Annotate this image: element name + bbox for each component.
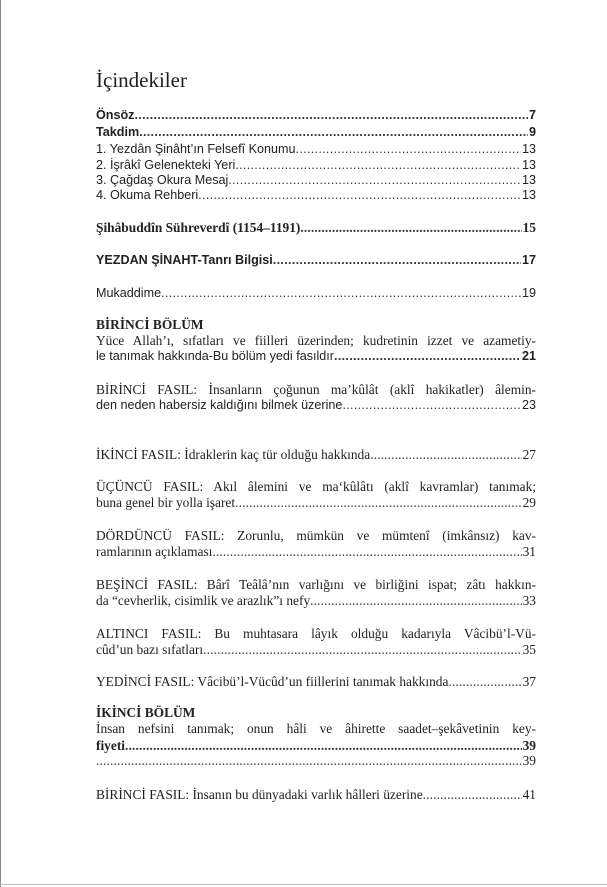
dot-leader: [370, 446, 521, 463]
toc-entry-birinci-fasil[interactable]: [96, 397, 536, 414]
dot-leader: [139, 124, 528, 141]
toc-page-number: 31: [522, 544, 536, 559]
toc-entry-text: fiyeti: [96, 738, 125, 753]
toc-entry-dorduncu-fasil[interactable]: [96, 543, 536, 560]
page-bottom-edge: [0, 884, 607, 885]
toc-page-number: 13: [521, 173, 536, 187]
toc-entry-takdim[interactable]: [96, 124, 536, 141]
dot-leader: [96, 752, 522, 769]
toc-entry-text: YEDİNCİ FASIL: Vâcibü’l-Vücûd’un fiillerini tanımak hakkında: [96, 674, 449, 689]
toc-entry-birinci-bolum[interactable]: [96, 348, 536, 365]
toc-entry-text: İKİNCİ FASIL: İdraklerin kaç tür olduğu hakkında: [96, 447, 371, 462]
dot-leader: [212, 543, 521, 560]
toc-entry-text: Şihâbuddîn Sühreverdî (1154–1191): [96, 220, 301, 235]
toc-page-number: 39: [522, 738, 536, 753]
toc-entry-text: 2. İşrâkî Gelenekteki Yeri: [96, 158, 236, 172]
toc-entry-text: cûd’un bazı sıfatları: [96, 642, 204, 657]
toc-entry-onsoz[interactable]: [96, 107, 536, 124]
toc-page-number: 23: [521, 398, 536, 412]
toc-entry-text: YEZDAN ŞİNAHT-Tanrı Bilgisi: [96, 253, 273, 267]
toc-page-number: 35: [522, 642, 536, 657]
page-title: İçindekiler: [96, 68, 187, 92]
toc-entry-text: 1. Yezdân Şinâht’ın Felsefî Konumu: [96, 142, 296, 156]
toc-entry-yedinci-fasil[interactable]: [96, 673, 536, 690]
dot-leader: [203, 641, 522, 658]
toc-page-number: 13: [521, 158, 536, 172]
dot-leader: [134, 107, 528, 124]
dot-leader: [198, 187, 521, 204]
toc-entry-ucuncu-fasil[interactable]: [96, 494, 536, 511]
toc-entry-text: Takdim: [96, 125, 140, 139]
toc-entry-line: ALTINCI FASIL: Bu muhtasara lâyık olduğu kadarıyla Vâcibü’l-Vü-: [96, 626, 536, 641]
toc-page-number: 15: [522, 220, 536, 235]
dot-leader: [296, 141, 521, 158]
toc-entry-text: ramlarının açıklaması: [96, 544, 213, 559]
toc-page-number: 13: [521, 188, 536, 202]
toc-entry-line: Yüce Allah’ı, sıfatları ve fiilleri üzerinden; kudretinin izzet ve azametiy-: [96, 333, 536, 348]
dot-leader: [423, 786, 522, 803]
toc-page-number: 21: [521, 349, 536, 363]
toc-entry-dotted-continuation[interactable]: [96, 752, 536, 769]
toc-entry-sihabuddin[interactable]: [96, 219, 536, 236]
toc-entry-text: da “cevherlik, cisimlik ve arazlık”ı nefy: [96, 593, 311, 608]
toc-entry-altinci-fasil[interactable]: [96, 641, 536, 658]
toc-entry-text: buna genel bir yolla işaret: [96, 495, 236, 510]
toc-page-number: 19: [521, 286, 536, 300]
toc-page-number: 33: [522, 593, 536, 608]
toc-page-number: 41: [522, 787, 536, 802]
dot-leader: [300, 219, 521, 236]
dot-leader: [448, 673, 521, 690]
toc-page-number: 17: [521, 253, 536, 267]
toc-entry-text: Önsöz: [96, 108, 135, 122]
section-heading-ikinci-bolum: İKİNCİ BÖLÜM: [96, 705, 196, 720]
toc-entry-text: 4. Okuma Rehberi: [96, 188, 199, 202]
toc-entry-yezdan-konumu[interactable]: [96, 141, 536, 158]
toc-entry-text: BİRİNCİ FASIL: İnsanın bu dünyadaki varlık hâlleri üzerine: [96, 787, 423, 802]
toc-entry-line: BEŞİNCİ FASIL: Bârî Teâlâ’nın varlığını ve birliğini ispat; zâtı hakkın-: [96, 577, 536, 592]
dot-leader: [161, 285, 521, 302]
dot-leader: [235, 494, 522, 511]
dot-leader: [310, 592, 521, 609]
dot-leader: [334, 348, 521, 365]
toc-page-number: 39: [522, 753, 536, 768]
toc-entry-line: BİRİNCİ FASIL: İnsanların çoğunun ma’kûlât (aklî hakikatler) âlemin-: [96, 382, 536, 397]
toc-page-number: 29: [522, 495, 536, 510]
dot-leader: [342, 397, 521, 414]
toc-entry-ikinci-bolum-birinci-fasil[interactable]: [96, 786, 536, 803]
toc-page-number: 37: [522, 674, 536, 689]
dot-leader: [273, 252, 521, 269]
toc-page-number: 27: [522, 447, 536, 462]
toc-entry-yezdan-sinaht[interactable]: [96, 252, 536, 269]
toc-entry-line: DÖRDÜNCÜ FASIL: Zorunlu, mümkün ve mümtenî (imkânsız) kav-: [96, 528, 536, 543]
toc-page-number: 7: [528, 108, 536, 122]
toc-page-number: 13: [521, 142, 536, 156]
toc-entry-text: den neden habersiz kaldığını bilmek üzerine: [96, 398, 343, 412]
toc-entry-besinci-fasil[interactable]: [96, 592, 536, 609]
section-heading-birinci-bolum: BİRİNCİ BÖLÜM: [96, 317, 204, 332]
toc-entry-line: ÜÇÜNCÜ FASIL: Akıl âlemini ve ma‘kûlâtı (aklî kavramlar) tanımak;: [96, 479, 536, 494]
toc-entry-text: le tanımak hakkında-Bu bölüm yedi fasıldır: [96, 349, 335, 363]
toc-entry-ikinci-fasil[interactable]: [96, 446, 536, 463]
toc-entry-okuma-rehberi[interactable]: [96, 187, 536, 204]
toc-page-number: 9: [528, 125, 536, 139]
toc-entry-text: Mukaddime: [96, 286, 162, 300]
toc-entry-line: İnsan nefsini tanımak; onun hâli ve âhirette saadet–şekâvetinin key-: [96, 721, 536, 736]
page-left-edge: [0, 0, 1, 887]
toc-entry-mukaddime[interactable]: [96, 285, 536, 302]
toc-entry-text: 3. Çağdaş Okura Mesaj: [96, 173, 229, 187]
